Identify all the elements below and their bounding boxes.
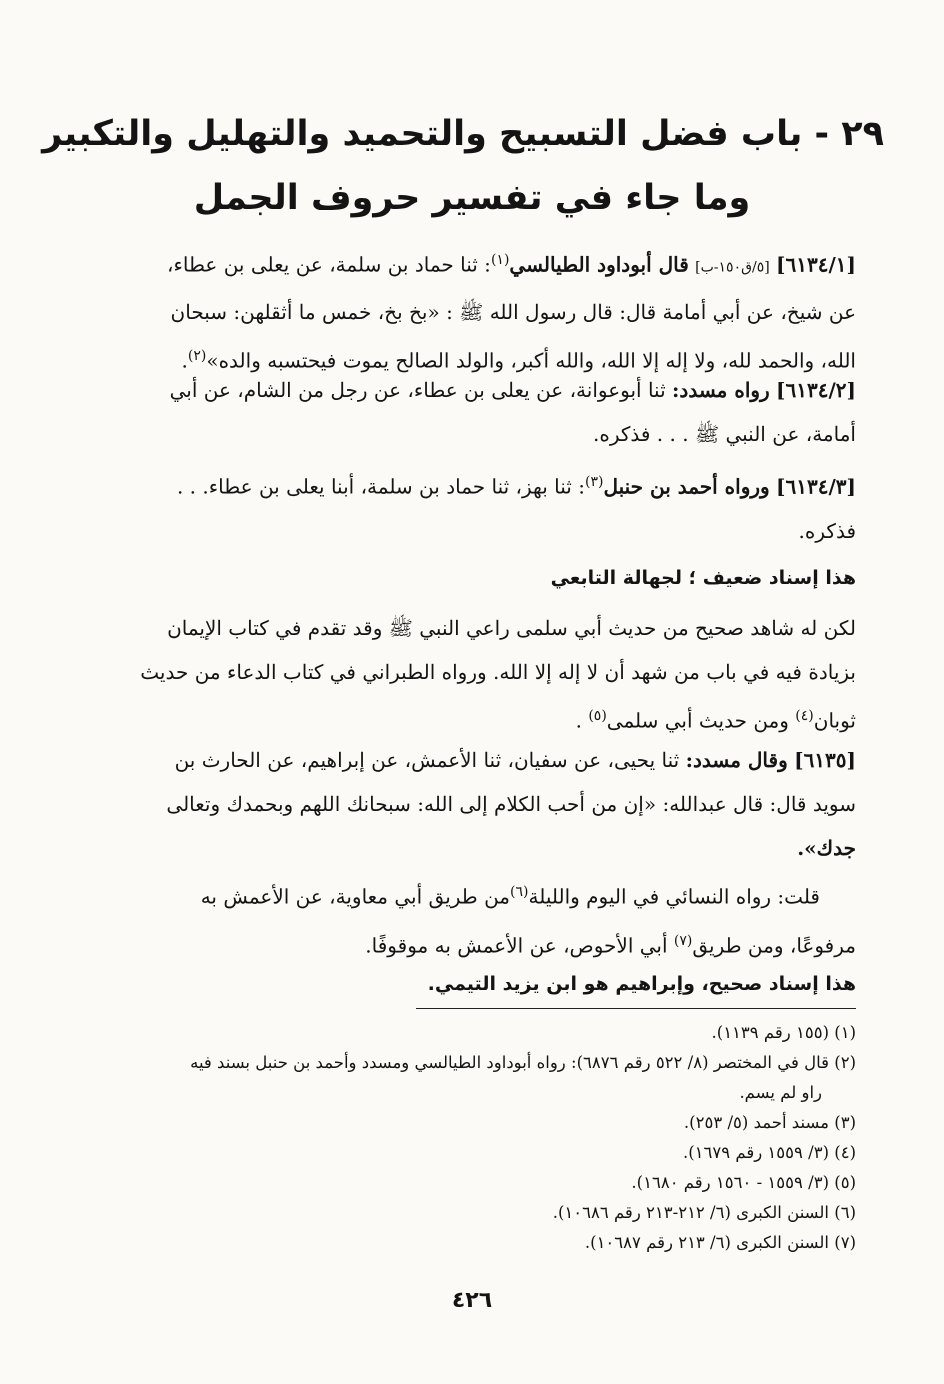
footnote-marker: (٥) <box>588 708 607 724</box>
commentary-2 <box>84 870 856 967</box>
hadith-text: ثنا أبوعوانة، عن يعلى بن عطاء، عن رجل من الشام، عن أبي <box>169 378 666 402</box>
footnote-marker: (٦) <box>510 884 529 900</box>
hadith-ref: [٦١٣٤/٢] <box>776 378 856 402</box>
hadith-ref: [٦١٣٤/٣] <box>776 474 856 499</box>
footnote-marker: (٢) <box>187 347 207 364</box>
hadith-line <box>84 238 856 290</box>
footnote-marker: (٤) <box>795 708 814 724</box>
footnotes <box>84 1018 856 1258</box>
commentary-text: أبي الأحوص، عن الأعمش به موقوفًا. <box>365 933 674 958</box>
isnad-verdict-1: هذا إسناد ضعيف ؛ لجهالة التابعي <box>550 567 856 589</box>
hadith-text: الله، والحمد لله، ولا إله إلا الله، والله أكبر، والولد الصالح يموت فيحتسبه والده» <box>206 348 856 373</box>
hadith-line: سويد قال: قال عبدالله: «إن من أحب الكلام إلى الله: سبحانك اللهم وبحمدك وتعالى <box>166 792 856 816</box>
footnote-marker: (١) <box>490 252 510 268</box>
hadith-line <box>84 460 856 509</box>
punctuation: . <box>181 348 188 373</box>
hadith-line: فذكره. <box>798 518 856 543</box>
page-number: ٤٢٦ <box>451 1288 493 1313</box>
narrator: ورواه أحمد بن حنبل <box>603 474 770 499</box>
footnote-marker: (٧) <box>673 932 693 949</box>
hadith-6135 <box>84 738 856 870</box>
hadith-ref: [٦١٣٤/١] <box>776 252 856 277</box>
chapter-title-line-2: وما جاء في تفسير حروف الجمل <box>193 178 751 218</box>
hadith-text: : ثنا بهز، ثنا حماد بن سلمة، أبنا يعلى بن عطاء. . . <box>176 474 585 499</box>
footnote: (٢) قال في المختصر (٨/ ٥٢٢ رقم ٦٨٧٦): رواه أبوداود الطيالسي ومسدد وأحمد بن حنبل بسند فيه <box>190 1053 856 1072</box>
chapter-title-line-1: ٢٩ - باب فضل التسبيح والتحميد والتهليل والتكبير <box>42 114 884 154</box>
footnote: (٤) (٣/ ١٥٥٩ رقم ١٦٧٩). <box>682 1143 856 1162</box>
commentary-line <box>84 694 856 743</box>
footnote: (٧) السنن الكبرى (٦/ ٢١٣ رقم ١٠٦٨٧). <box>584 1233 856 1252</box>
hadith-6134-3 <box>84 460 856 553</box>
narrator: قال أبوداود الطيالسي <box>509 252 689 277</box>
hadith-text: ثنا يحيى، عن سفيان، ثنا الأعمش، عن إبراهيم، عن الحارث بن <box>174 748 680 772</box>
footnote-separator <box>416 1008 856 1009</box>
commentary-text: مرفوعًا، ومن طريق <box>692 933 856 958</box>
footnote: (٦) السنن الكبرى (٦/ ٢١٢-٢١٣ رقم ١٠٦٨٦). <box>552 1203 856 1222</box>
manuscript-ref: [٥/ق١٥٠-ب] <box>695 259 770 276</box>
commentary-line <box>84 870 856 919</box>
hadith-text: : ثنا حماد بن سلمة، عن يعلى بن عطاء، <box>167 252 491 277</box>
commentary-1 <box>84 606 856 743</box>
footnote: (٥) (٣/ ١٥٥٩ - ١٥٦٠ رقم ١٦٨٠). <box>631 1173 856 1192</box>
commentary-text: من طريق أبي معاوية، عن الأعمش به <box>200 884 511 909</box>
hadith-line: جدك». <box>797 836 856 860</box>
hadith-6134-2 <box>84 368 856 456</box>
commentary-line: بزيادة فيه في باب من شهد أن لا إله إلا الله. ورواه الطبراني في كتاب الدعاء من حديث <box>140 660 856 684</box>
footnote: (١) (١٥٥ رقم ١١٣٩). <box>711 1023 856 1042</box>
hadith-ref: [٦١٣٥] <box>794 748 856 772</box>
footnote: (٣) مسند أحمد (٥/ ٢٥٣). <box>683 1113 856 1132</box>
hadith-6134-1 <box>84 238 856 382</box>
hadith-line: أمامة، عن النبي ﷺ . . . فذكره. <box>593 422 856 446</box>
isnad-verdict-2: هذا إسناد صحيح، وإبراهيم هو ابن يزيد التيمي. <box>427 973 856 995</box>
commentary-line <box>84 919 856 968</box>
hadith-line <box>84 738 856 782</box>
footnote: راو لم يسم. <box>739 1083 822 1102</box>
footnote-marker: (٣) <box>584 474 604 490</box>
commentary-text: ومن حديث أبي سلمى <box>606 708 796 733</box>
commentary-text: ثوبان <box>813 708 856 733</box>
hadith-line: عن شيخ، عن أبي أمامة قال: قال رسول الله ﷺ : «بخ بخ، خمس ما أثقلهن: سبحان <box>170 299 856 324</box>
commentary-text: قلت: رواه النسائي في اليوم والليلة <box>528 884 820 909</box>
punctuation: . <box>575 708 589 733</box>
commentary-line: لكن له شاهد صحيح من حديث أبي سلمى راعي النبي ﷺ وقد تقدم في كتاب الإيمان <box>167 616 856 640</box>
hadith-line <box>84 368 856 412</box>
narrator: رواه مسدد: <box>672 378 770 402</box>
narrator: وقال مسدد: <box>685 748 788 772</box>
